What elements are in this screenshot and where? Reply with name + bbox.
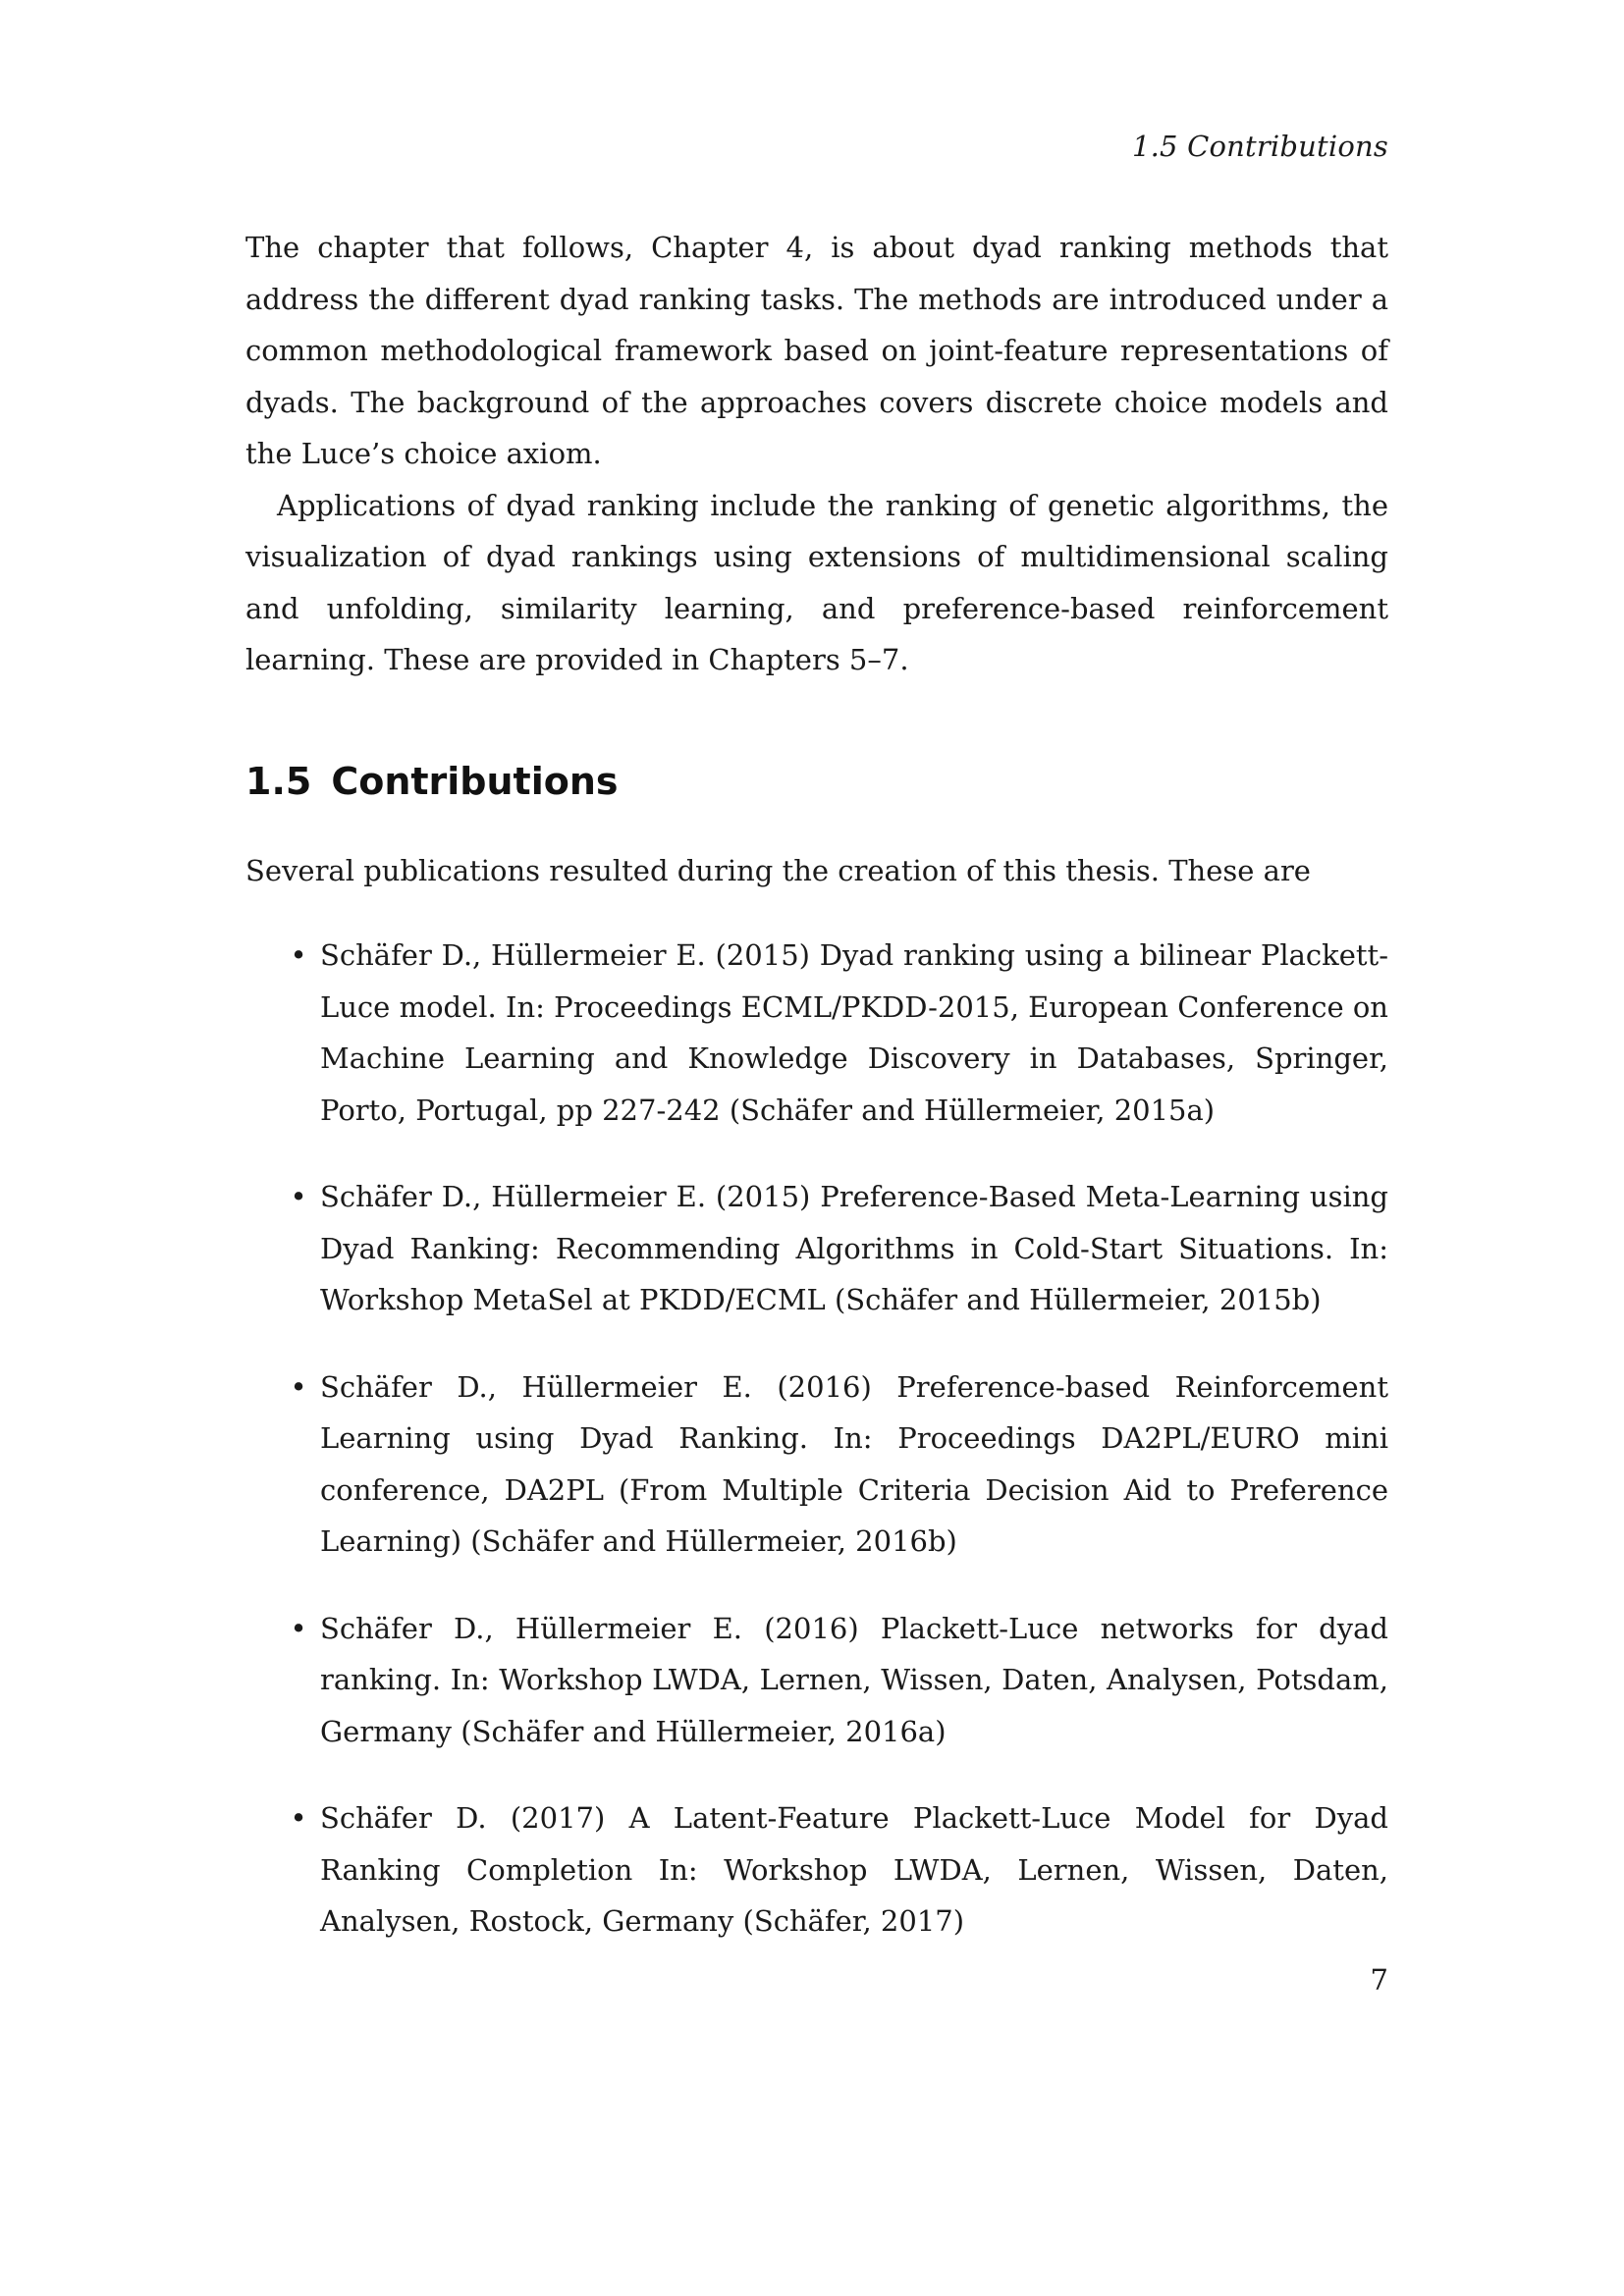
section-title: Contributions — [331, 759, 619, 803]
page-number: 7 — [1370, 1963, 1388, 1997]
publication-item — [245, 1603, 1388, 1758]
bullet-icon: • — [290, 1369, 307, 1404]
bullet-icon: • — [290, 1801, 307, 1835]
section-heading — [245, 737, 1388, 826]
bullet-icon: • — [290, 1180, 307, 1213]
section-intro: Several publications resulted during the creation of this thesis. These are — [245, 853, 1311, 887]
paragraph-applications: Applications of dyad ranking include the ranking of genetic algorithms, the visualization of dyad rankings using extensions of multidimensional scaling and unfolding, similarity learning, and preference-based reinforcement learning. These are provided in Chapters 5–7. — [245, 488, 1388, 676]
publication-text: Schäfer D., Hüllermeier E. (2015) Dyad ranking using a bilinear Plackett-Luce model. In: Proceedings ECML/PKDD-2015, European Conference on Machine Learning and Knowledge Discovery in Databases, Springer, Porto, Portugal, pp 227-242 (Schäfer and Hüllermeier, 2015a) — [320, 938, 1388, 1127]
publication-text: Schäfer D. (2017) A Latent-Feature Plackett-Luce Model for Dyad Ranking Completion In: Workshop LWDA, Lernen, Wissen, Daten, Analysen, Rostock, Germany (Schäfer, 2017) — [320, 1801, 1388, 1938]
publication-text: Schäfer D., Hüllermeier E. (2016) Preference-based Reinforcement Learning using Dyad Ranking. In: Proceedings DA2PL/EURO mini conference, DA2PL (From Multiple Criteria Decision Aid to Preference Learning) (Schäfer and Hüllermeier, 2016b) — [320, 1369, 1388, 1558]
running-header: 1.5 Contributions — [1131, 130, 1388, 163]
bullet-icon: • — [290, 1611, 307, 1645]
bullet-icon: • — [290, 938, 307, 972]
publication-item — [245, 1362, 1388, 1568]
publication-item — [245, 1792, 1388, 1948]
publication-text: Schäfer D., Hüllermeier E. (2015) Preference-Based Meta-Learning using Dyad Ranking: Recommending Algorithms in Cold-Start Situations. In: Workshop MetaSel at PKDD/ECML (Schäfer and Hüllermeier, 2015b) — [320, 1180, 1388, 1316]
publication-text: Schäfer D., Hüllermeier E. (2016) Plackett-Luce networks for dyad ranking. In: Workshop LWDA, Lernen, Wissen, Daten, Analysen, Potsdam, Germany (Schäfer and Hüllermeier, 2016a) — [320, 1611, 1388, 1748]
publication-list — [245, 930, 1388, 1948]
paragraph-chapter-overview: The chapter that follows, Chapter 4, is about dyad ranking methods that address the different dyad ranking tasks. The methods are introduced under a common methodological framework based on joint-feature representations of dyads. The background of the approaches covers discrete choice models and the Luce’s choice axiom. — [245, 231, 1388, 470]
publication-item — [245, 1171, 1388, 1326]
page-body — [245, 222, 1388, 1983]
section-number: 1.5 — [245, 759, 312, 803]
publication-item — [245, 930, 1388, 1136]
